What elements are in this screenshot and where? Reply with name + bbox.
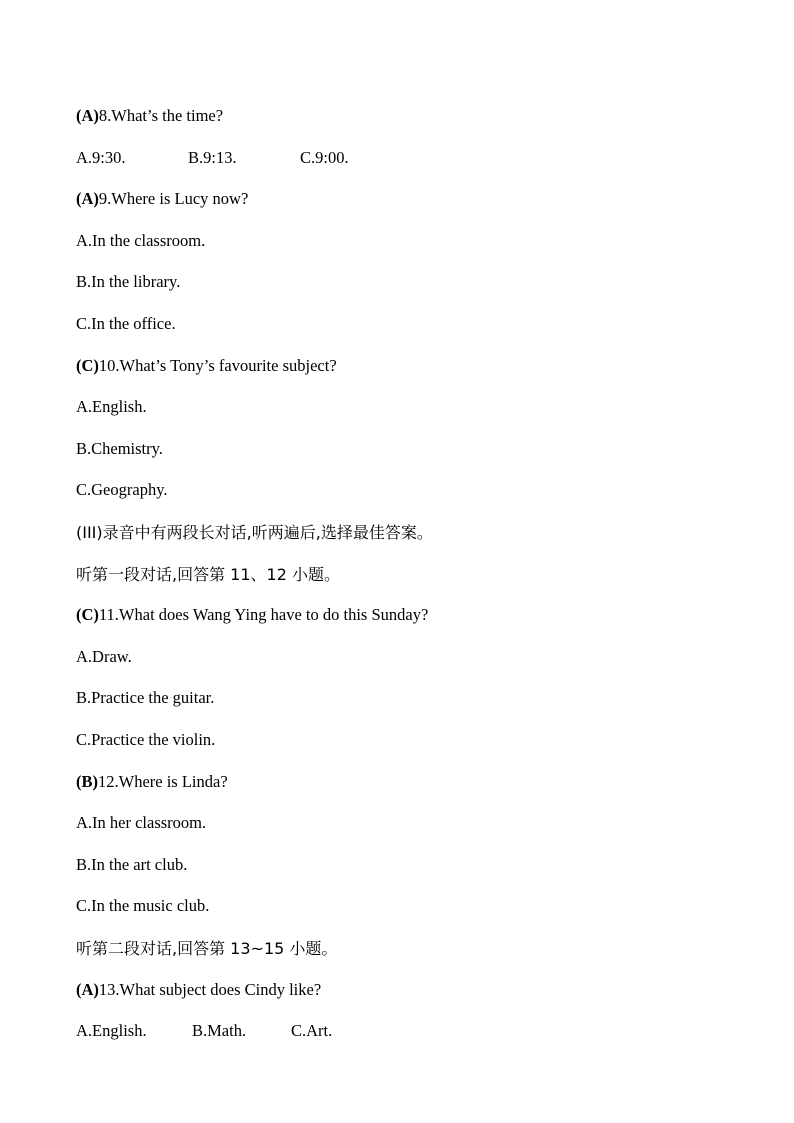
question-text: 13.What subject does Cindy like? [98,980,322,999]
answer-mark: (B) [76,772,98,791]
question-13 [76,979,321,1001]
option-c: C.Art. [291,1021,333,1040]
options-row-8 [76,147,349,169]
option-line: A.Draw. [76,647,132,666]
question-10 [76,355,337,377]
answer-mark: (C) [76,356,99,375]
section-heading: (III)录音中有两段长对话,听两遍后,选择最佳答案。 [76,523,433,542]
instruction-line: 听第二段对话,回答第 13~15 小题。 [76,939,338,958]
options-row-13 [76,1020,332,1042]
option-line: A.English. [76,397,147,416]
question-8 [76,105,223,127]
option-line: C.In the office. [76,314,176,333]
question-9 [76,188,248,210]
option-line: A.In the classroom. [76,231,206,250]
option-b: B.Math. [192,1021,247,1040]
option-line: B.Practice the guitar. [76,688,215,707]
option-line: B.In the library. [76,272,181,291]
option-b: B.9:13. [188,148,237,167]
option-line: C.In the music club. [76,896,210,915]
option-a: A.English. [76,1021,147,1040]
option-line: C.Practice the violin. [76,730,216,749]
question-text: 12.Where is Linda? [98,772,228,791]
question-text: 11.What does Wang Ying have to do this Sunday? [98,605,429,624]
option-line: C.Geography. [76,480,168,499]
question-text: 9.Where is Lucy now? [98,189,249,208]
answer-mark: (C) [76,605,99,624]
option-line: B.In the art club. [76,855,188,874]
question-text: 8.What’s the time? [98,106,224,125]
question-12 [76,771,228,793]
question-11 [76,604,428,626]
instruction-line: 听第一段对话,回答第 11、12 小题。 [76,565,340,584]
option-line: A.In her classroom. [76,813,207,832]
option-a: A.9:30. [76,148,126,167]
option-c: C.9:00. [300,148,349,167]
answer-mark: (A) [76,106,99,125]
answer-mark: (A) [76,189,99,208]
answer-mark: (A) [76,980,99,999]
option-line: B.Chemistry. [76,439,163,458]
question-text: 10.What’s Tony’s favourite subject? [98,356,337,375]
